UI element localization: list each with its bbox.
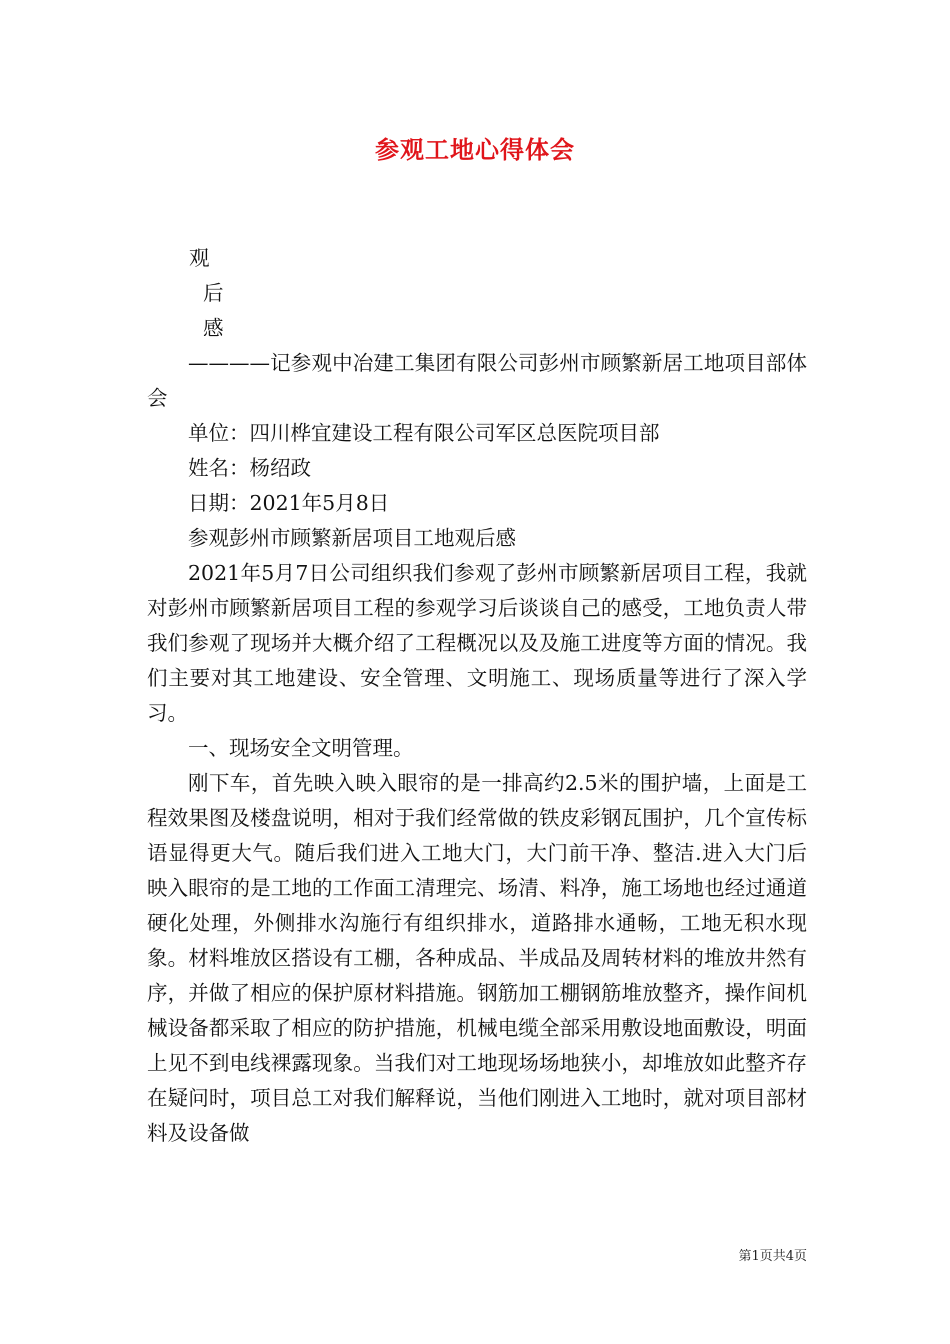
name-line: 姓名：杨绍政 [188, 456, 311, 480]
subtitle: ————记参观中冶建工集团有限公司彭州市顾繁新居工地项目部体会 [147, 351, 807, 410]
page-number: 第1页共4页 [738, 1249, 807, 1264]
heading-char: 感 [203, 316, 224, 340]
heading-char: 观 [189, 246, 210, 270]
paragraph: 刚下车，首先映入映入眼帘的是一排高约2.5米的围护墙，上面是工程效果图及楼盘说明，相对于我们经常做的铁皮彩钢瓦围护，几个宣传标语显得更大气。随后我们进入工地大门，大门前干净、整洁.进入大门后映入眼帘的是工地的工作面工清理完、场清、料净，施工场地也经过通道硬化处理，外侧排水沟施行有组织排水，道路排水通畅，工地无积水现象。材料堆放区搭设有工棚，各种成品、半成品及周转材料的堆放井然有序，并做了相应的保护原材料措施。钢筋加工棚钢筋堆放整齐，操作间机械设备都采取了相应的防护措施，机械电缆全部采用敷设地面敷设，明面上见不到电线裸露现象。当我们对工地现场场地狭小，却堆放如此整齐存在疑问时，项目总工对我们解释说，当他们刚进入工地时，就对项目部材料及设备做 [147, 771, 807, 1145]
section-heading: 一、现场安全文明管理。 [188, 736, 414, 760]
document-body [147, 241, 807, 1151]
date-line: 日期：2021年5月8日 [188, 491, 390, 515]
document-title: 参观工地心得体会 [375, 135, 575, 164]
unit-line: 单位：四川桦宜建设工程有限公司军区总医院项目部 [188, 421, 660, 445]
paragraph: 2021年5月7日公司组织我们参观了彭州市顾繁新居项目工程，我就对彭州市顾繁新居项目工程的参观学习后谈谈自己的感受，工地负责人带我们参观了现场并大概介绍了工程概况以及及施工进度等方面的情况。我们主要对其工地建设、安全管理、文明施工、现场质量等进行了深入学习。 [147, 561, 807, 725]
section-title: 参观彭州市顾繁新居项目工地观后感 [188, 526, 516, 550]
heading-char: 后 [203, 281, 224, 305]
